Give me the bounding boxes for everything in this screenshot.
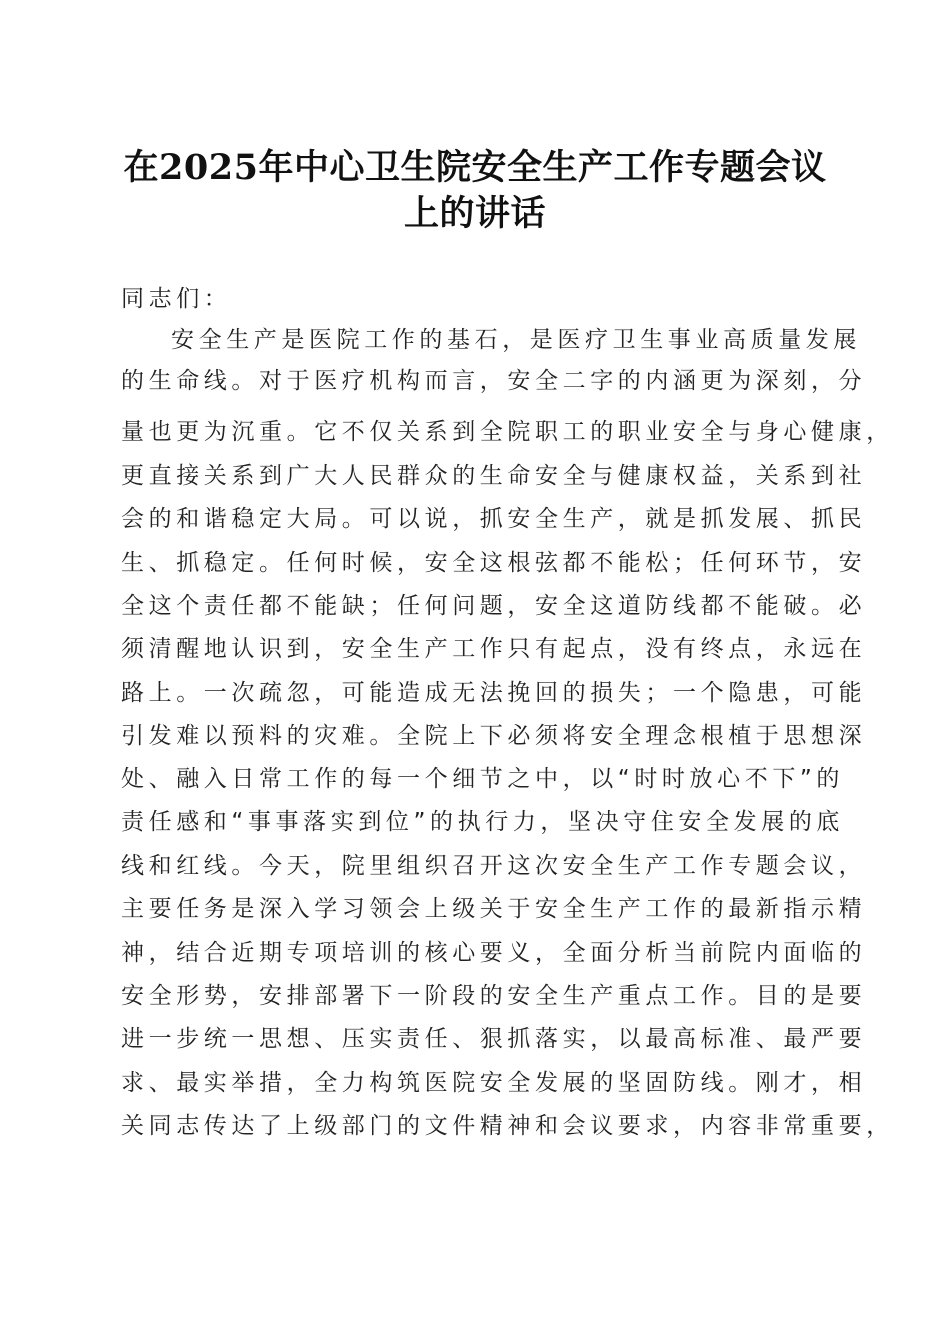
document-title-line-2: 上的讲话 <box>403 193 546 234</box>
body-line: 须清醒地认识到，安全生产工作只有起点，没有终点，永远在 <box>121 636 867 662</box>
body-line: 神，结合近期专项培训的核心要义，全面分析当前院内面临的 <box>121 940 867 966</box>
body-line: 全这个责任都不能缺；任何问题，安全这道防线都不能破。必 <box>121 593 867 619</box>
body-line: 安全形势，安排部署下一阶段的安全生产重点工作。目的是要 <box>121 983 867 1009</box>
body-line: 进一步统一思想、压实责任、狠抓落实，以最高标准、最严要 <box>121 1026 867 1052</box>
body-line: 关同志传达了上级部门的文件精神和会议要求，内容非常重要， <box>121 1113 894 1139</box>
body-line: 线和红线。今天，院里组织召开这次安全生产工作专题会议， <box>121 853 867 879</box>
body-line: 责任感和“事事落实到位”的执行力，坚决守住安全发展的底 <box>121 809 845 835</box>
body-line: 更直接关系到广大人民群众的生命安全与健康权益，关系到社 <box>121 463 867 489</box>
body-line: 处、融入日常工作的每一个细节之中，以“时时放心不下”的 <box>121 766 845 792</box>
body-line: 的生命线。对于医疗机构而言，安全二字的内涵更为深刻，分 <box>121 368 867 394</box>
body-line: 路上。一次疏忽，可能造成无法挽回的损失；一个隐患，可能 <box>121 680 867 706</box>
body-line: 生、抓稳定。任何时候，安全这根弦都不能松；任何环节，安 <box>121 550 867 576</box>
body-line: 求、最实举措，全力构筑医院安全发展的坚固防线。刚才，相 <box>121 1070 867 1096</box>
salutation: 同志们： <box>121 286 232 312</box>
body-line: 引发难以预料的灾难。全院上下必须将安全理念根植于思想深 <box>121 723 867 749</box>
body-line: 主要任务是深入学习领会上级关于安全生产工作的最新指示精 <box>121 896 867 922</box>
body-line: 安全生产是医院工作的基石，是医疗卫生事业高质量发展 <box>171 327 861 353</box>
body-line: 量也更为沉重。它不仅关系到全院职工的职业安全与身心健康， <box>121 419 894 445</box>
document-title-line-1: 在2025年中心卫生院安全生产工作专题会议 <box>123 147 827 188</box>
body-line: 会的和谐稳定大局。可以说，抓安全生产，就是抓发展、抓民 <box>121 506 867 532</box>
